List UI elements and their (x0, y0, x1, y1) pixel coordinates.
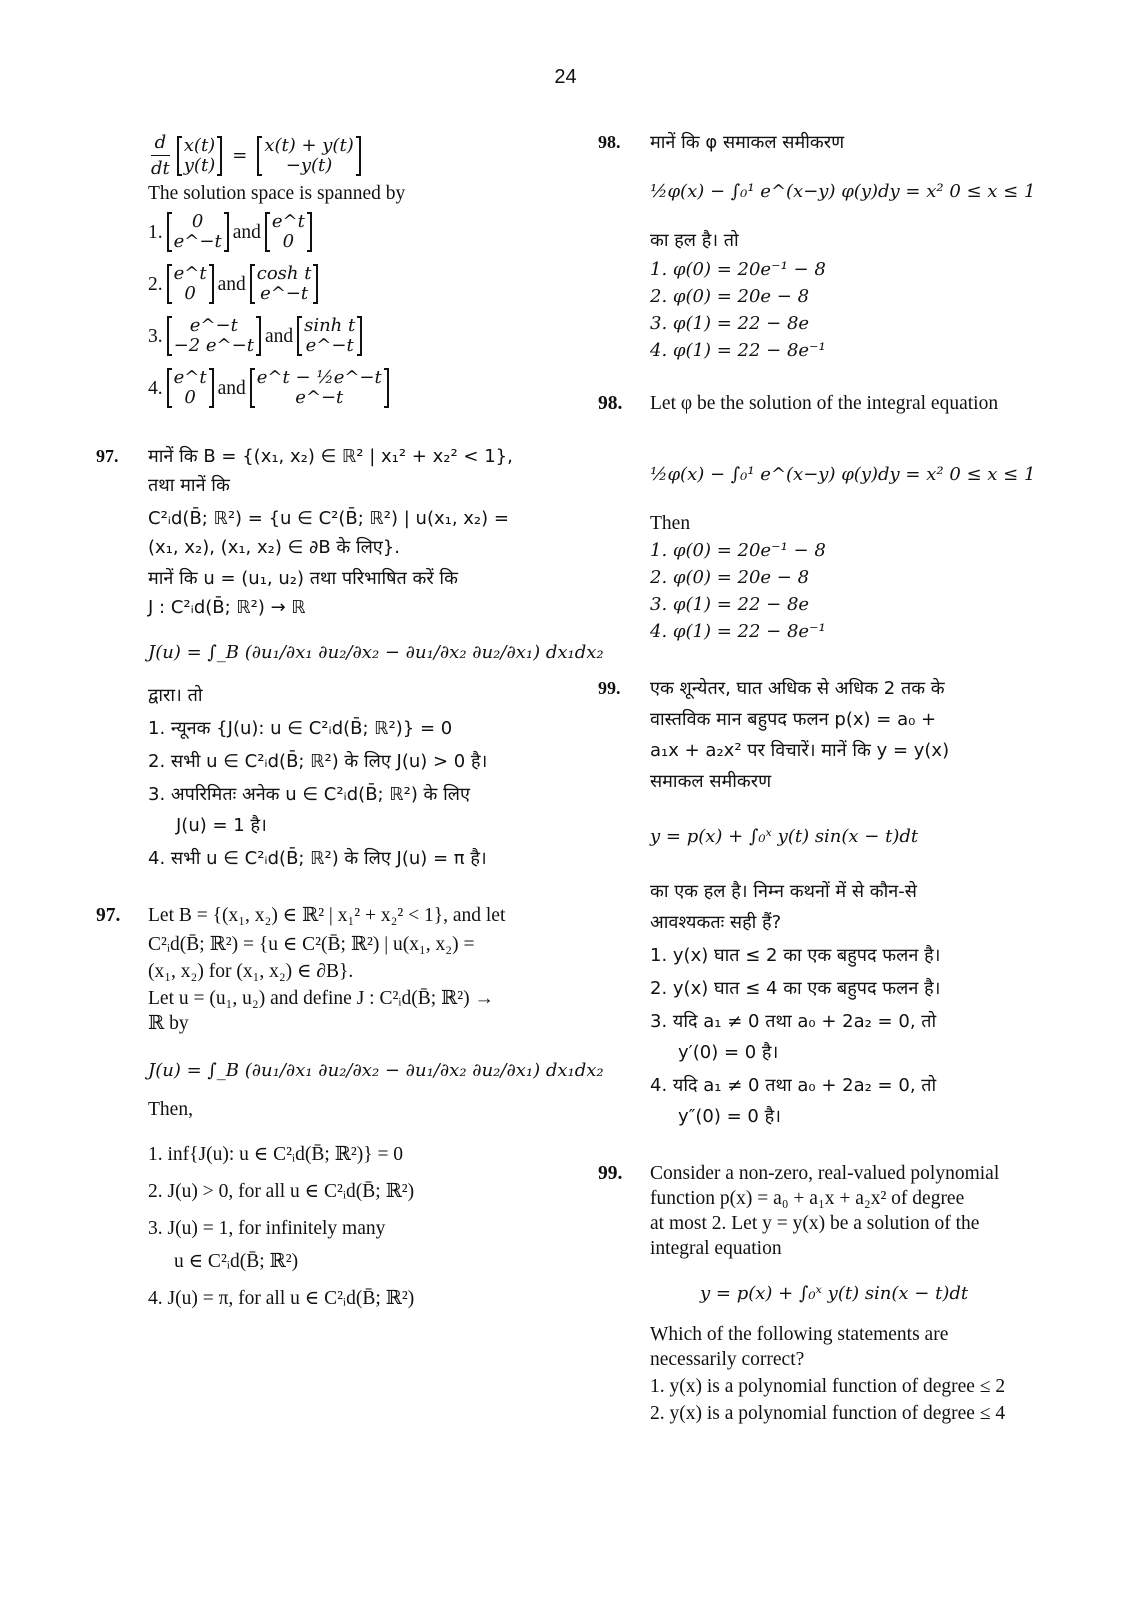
q99-hi-option-3: 3. यदि a₁ ≠ 0 तथा a₀ + 2a₂ = 0, तो (650, 1011, 937, 1032)
q96-intro: The solution space is spanned by (148, 183, 406, 204)
q97-hi-option-3-cont: J(u) = 1 है। (176, 815, 267, 836)
integral-equation: y = p(x) + ∫₀ˣ y(t) sin(x − t)dt (650, 826, 919, 847)
functional-integral: J(u) = ∫_B (∂u₁/∂x₁ ∂u₂/∂x₂ − ∂u₁/∂x₂ ∂u₂/∂x₁) dx₁dx₂ (148, 1060, 604, 1081)
q96-option-1: 1. 0 e^−t and e^t 0 (148, 212, 551, 252)
q98-hi-option-1: 1. φ(0) = 20e⁻¹ − 8 (650, 259, 826, 280)
q98-hi-option-4: 4. φ(1) = 22 − 8e⁻¹ (650, 340, 826, 361)
integral-equation: ½φ(x) − ∫₀¹ e^(x−y) φ(y)dy = x² 0 ≤ x ≤ 1 (650, 464, 1036, 485)
q96-option-3: 3. e^−t −2 e^−t and sinh t e^−t (148, 316, 551, 356)
q98-hi-option-3: 3. φ(1) = 22 − 8e (650, 313, 810, 334)
question-96-continuation (96, 130, 551, 408)
question-number: 97. (96, 905, 121, 926)
question-99-hindi: 99. एक शून्येतर, घात अधिक से अधिक 2 तक के वास्तविक मान बहुपद फलन p(x) = a₀ + a₁x + a₂x² पर विचारें। मानें कि y = y(x) समाकल समीकरण y = p(x) + ∫₀ˣ y(t) sin(x − t)dt का एक हल है। निम्न कथनों में से कौन-से आवश्यकतः सही हैं? 1. y(x) घात ≤ 2 का एक बहुपद फलन है। 2. y(x) घात ≤ 4 का एक बहुपद फलन है। 3. यदि a₁ ≠ 0 तथा a₀ + 2a₂ = 0, तो y′(0) = 0 है। 4. यदि a₁ ≠ 0 तथा a₀ + 2a₂ = 0, तो y″(0) = 0 है। (598, 676, 1053, 1129)
q99-hi-option-3-cont: y′(0) = 0 है। (678, 1042, 779, 1063)
q97-hi-option-3: 3. अपरिमितः अनेक u ∈ C²ᵢd(B̄; ℝ²) के लिए (148, 784, 470, 805)
question-99-english: 99. Consider a non-zero, real-valued polynomial function p(x) = a₀ + a₁x + a₂x² of degree at most 2. Let y = y(x) be a solution of the integral equation y = p(x) + ∫₀ˣ y(t) sin(x − t)dt Which of the following statements are necessarily correct? 1. y(x) is a polynomial function of degree ≤ 2 2. y(x) is a polynomial function of degree ≤ 4 (598, 1161, 1053, 1426)
q97-hi-option-4: 4. सभी u ∈ C²ᵢd(B̄; ℝ²) के लिए J(u) = π है। (148, 848, 487, 869)
question-number: 98. (598, 393, 623, 414)
q98-en-option-4: 4. φ(1) = 22 − 8e⁻¹ (650, 621, 826, 642)
right-column (598, 130, 1053, 1428)
q97-en-option-3: 3. J(u) = 1, for infinitely many (148, 1218, 386, 1239)
ode-system: $\frac{d}{dt}$ x(t) y(t) = x(t) + y(t) −y(t) (148, 130, 551, 181)
question-98-english: 98. Let φ be the solution of the integral equation ½φ(x) − ∫₀¹ e^(x−y) φ(y)dy = x² 0 ≤ x ≤ 1 Then 1. φ(0) = 20e⁻¹ − 8 2. φ(0) = 20e − 8 3. φ(1) = 22 − 8e 4. φ(1) = 22 − 8e⁻¹ (598, 391, 1053, 644)
question-97-english: 97. Let B = {(x₁, x₂) ∈ ℝ² | x₁² + x₂² < 1}, and let C²ᵢd(B̄; ℝ²) = {u ∈ C²(B̄; ℝ²) | u(x₁, x₂) = (x₁, x₂) for (x₁, x₂) ∈ ∂B}. Let u = (u₁, u₂) and define J : C²ᵢd(B̄; ℝ²) → ℝ by J(u) = ∫_B (∂u₁/∂x₁ ∂u₂/∂x₂ − ∂u₁/∂x₂ ∂u₂/∂x₁) dx₁dx₂ Then, 1. inf{J(u): u ∈ C²ᵢd(B̄; ℝ²)} = 0 2. J(u) > 0, for all u ∈ C²ᵢd(B̄; ℝ²) 3. J(u) = 1, for infinitely many u ∈ C²ᵢd(B̄; ℝ²) 4. J(u) = π, for all u ∈ C²ᵢd(B̄; ℝ²) (96, 905, 604, 1309)
page-number: 24 (554, 66, 577, 88)
q97-en-option-1: 1. inf{J(u): u ∈ C²ᵢd(B̄; ℝ²)} = 0 (148, 1144, 404, 1165)
q99-hi-option-4-cont: y″(0) = 0 है। (678, 1106, 781, 1127)
q97-en-option-2: 2. J(u) > 0, for all u ∈ C²ᵢd(B̄; ℝ²) (148, 1181, 415, 1202)
question-number: 99. (598, 678, 621, 698)
question-number: 99. (598, 1163, 623, 1184)
q97-hi-option-2: 2. सभी u ∈ C²ᵢd(B̄; ℝ²) के लिए J(u) > 0 है। (148, 751, 488, 772)
q98-en-option-3: 3. φ(1) = 22 − 8e (650, 594, 810, 615)
q98-en-option-2: 2. φ(0) = 20e − 8 (650, 567, 810, 588)
q97-en-option-4: 4. J(u) = π, for all u ∈ C²ᵢd(B̄; ℝ²) (148, 1288, 415, 1309)
q99-hi-option-4: 4. यदि a₁ ≠ 0 तथा a₀ + 2a₂ = 0, तो (650, 1075, 937, 1096)
question-97-hindi: 97. मानें कि B = {(x₁, x₂) ∈ ℝ² | x₁² + x₂² < 1}, तथा मानें कि C²ᵢd(B̄; ℝ²) = {u ∈ C²(B̄; ℝ²) | u(x₁, x₂) = (x₁, x₂), (x₁, x₂) ∈ ∂B के लिए}. मानें कि u = (u₁, u₂) तथा परिभाषित करें कि J : C²ᵢd(B̄; ℝ²) → ℝ J(u) = ∫_B (∂u₁/∂x₁ ∂u₂/∂x₂ − ∂u₁/∂x₂ ∂u₂/∂x₁) dx₁dx₂ द्वारा। तो 1. न्यूनक {J(u): u ∈ C²ᵢd(B̄; ℝ²)} = 0 2. सभी u ∈ C²ᵢd(B̄; ℝ²) के लिए J(u) > 0 है। 3. अपरिमितः अनेक u ∈ C²ᵢd(B̄; ℝ²) के लिए J(u) = 1 है। 4. सभी u ∈ C²ᵢd(B̄; ℝ²) के लिए J(u) = π है। (96, 446, 604, 869)
question-number: 97. (96, 446, 119, 466)
left-column (96, 130, 604, 1313)
integral-equation: y = p(x) + ∫₀ˣ y(t) sin(x − t)dt (700, 1283, 969, 1304)
q97-hi-option-1: 1. न्यूनक {J(u): u ∈ C²ᵢd(B̄; ℝ²)} = 0 (148, 718, 453, 739)
q97-en-option-3-cont: u ∈ C²ᵢd(B̄; ℝ²) (174, 1251, 299, 1272)
q99-hi-option-1: 1. y(x) घात ≤ 2 का एक बहुपद फलन है। (650, 945, 941, 966)
q98-hi-option-2: 2. φ(0) = 20e − 8 (650, 286, 810, 307)
q96-option-4: 4. e^t 0 and e^t − ½e^−t e^−t (148, 368, 551, 408)
q99-en-option-2: 2. y(x) is a polynomial function of degree ≤ 4 (650, 1403, 1006, 1424)
q99-en-option-1: 1. y(x) is a polynomial function of degree ≤ 2 (650, 1376, 1006, 1397)
question-98-hindi: 98. मानें कि φ समाकल समीकरण ½φ(x) − ∫₀¹ e^(x−y) φ(y)dy = x² 0 ≤ x ≤ 1 का हल है। तो 1. φ(0) = 20e⁻¹ − 8 2. φ(0) = 20e − 8 3. φ(1) = 22 − 8e 4. φ(1) = 22 − 8e⁻¹ (598, 130, 1053, 363)
functional-integral: J(u) = ∫_B (∂u₁/∂x₁ ∂u₂/∂x₂ − ∂u₁/∂x₂ ∂u₂/∂x₁) dx₁dx₂ (148, 642, 604, 663)
q99-hi-option-2: 2. y(x) घात ≤ 4 का एक बहुपद फलन है। (650, 978, 941, 999)
integral-equation: ½φ(x) − ∫₀¹ e^(x−y) φ(y)dy = x² 0 ≤ x ≤ 1 (650, 181, 1036, 202)
q98-en-option-1: 1. φ(0) = 20e⁻¹ − 8 (650, 540, 826, 561)
question-number: 98. (598, 132, 621, 152)
q96-option-2: 2. e^t 0 and cosh t e^−t (148, 264, 551, 304)
